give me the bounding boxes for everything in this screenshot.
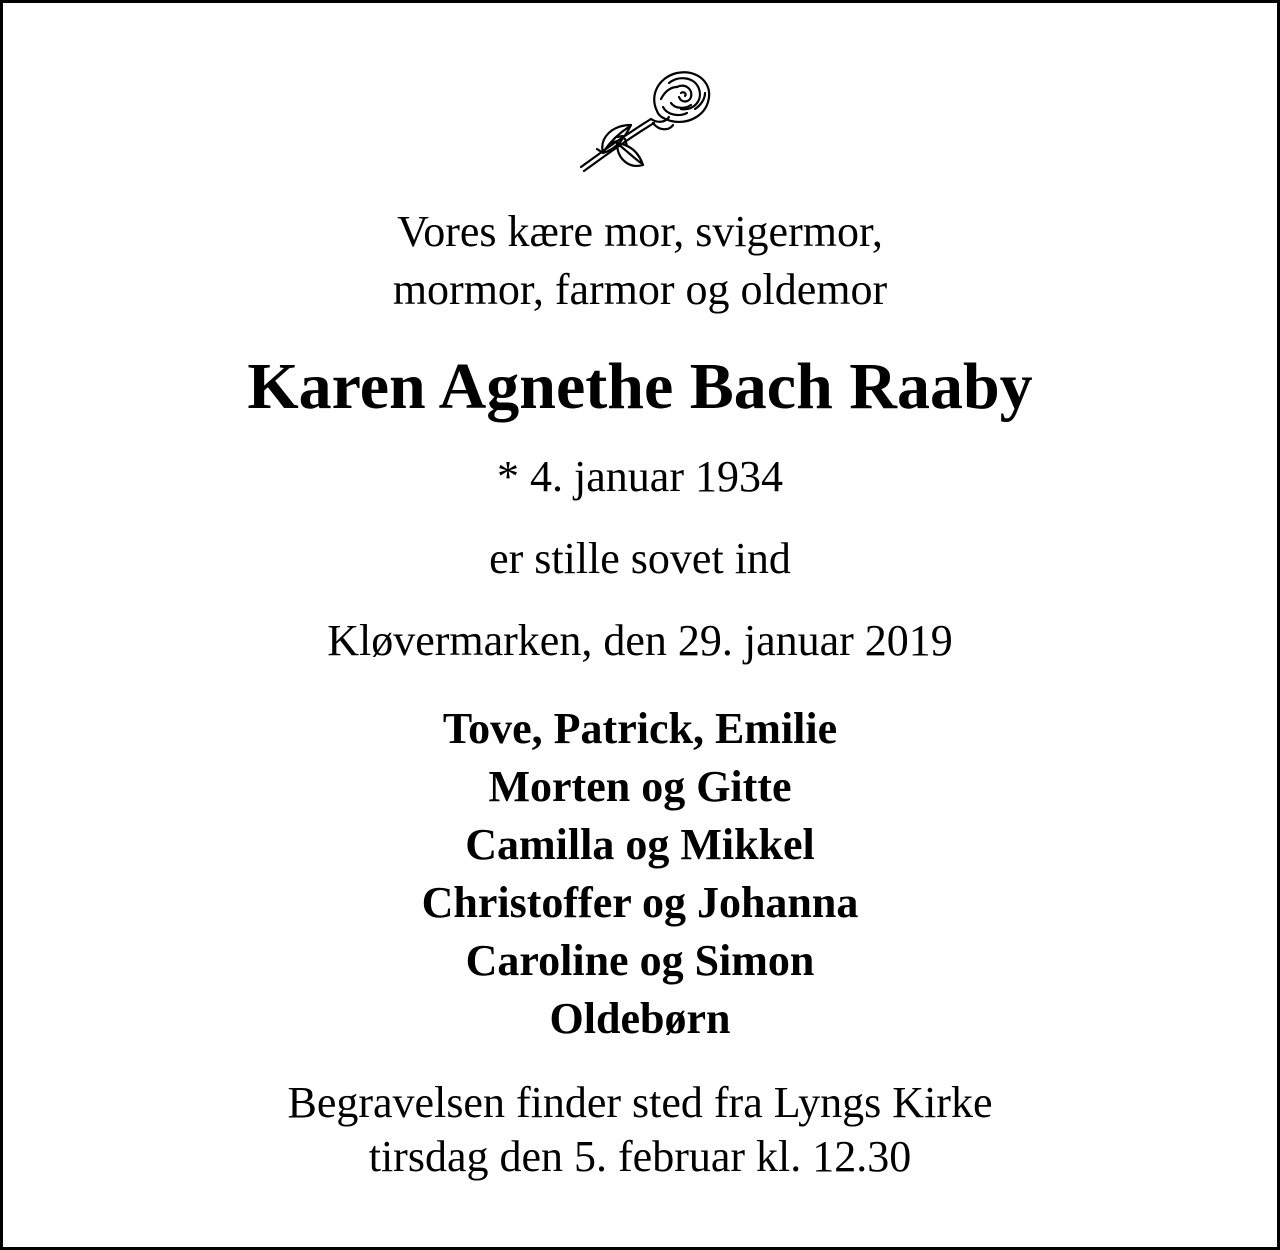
rose-icon bbox=[573, 63, 717, 175]
intro-line: mormor, farmor og oldemor bbox=[392, 265, 888, 314]
birth-date: * 4. januar 1934 bbox=[497, 452, 783, 501]
family-line: Tove, Patrick, Emilie bbox=[442, 704, 838, 753]
funeral-line: Begravelsen finder sted fra Lyngs Kirke bbox=[287, 1078, 993, 1127]
funeral-line: tirsdag den 5. februar kl. 12.30 bbox=[368, 1132, 912, 1181]
funeral-info bbox=[3, 1076, 1277, 1184]
family-line: Morten og Gitte bbox=[488, 762, 792, 811]
family-line: Oldebørn bbox=[549, 994, 731, 1043]
family-line: Christoffer og Johanna bbox=[421, 878, 859, 927]
intro-line: Vores kære mor, svigermor, bbox=[397, 207, 883, 256]
family-line: Camilla og Mikkel bbox=[465, 820, 815, 869]
place-and-date: Kløvermarken, den 29. januar 2019 bbox=[327, 616, 953, 665]
passed-text: er stille sovet ind bbox=[489, 534, 791, 583]
intro-text bbox=[3, 203, 1277, 319]
family-list bbox=[3, 700, 1277, 1048]
deceased-name: Karen Agnethe Bach Raaby bbox=[247, 350, 1033, 423]
family-line: Caroline og Simon bbox=[465, 936, 815, 985]
